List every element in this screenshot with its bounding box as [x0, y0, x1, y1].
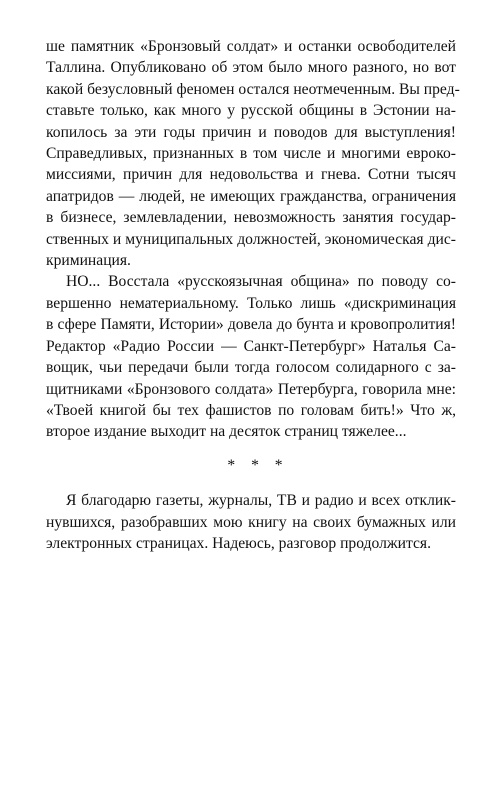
text-line: миссиями, причин для недовольства и гнева. Сотни тысяч — [46, 166, 456, 184]
text-line: в сфере Памяти, Истории» довела до бунта и кровопролития! — [46, 316, 456, 334]
text-line: Таллина. Опубликовано об этом было много разного, но вот — [46, 59, 456, 77]
text-line: ше памятник «Бронзовый солдат» и останки освободителей — [46, 38, 456, 55]
text-line: НО... Восстала «русскоязычная община» по поводу со- — [66, 273, 456, 291]
text-line: Я благодарю газеты, журналы, ТВ и радио и всех отклик- — [66, 492, 456, 510]
text-line: щитниками «Бронзового солдата» Петербурга, говорила мне: — [46, 380, 456, 398]
text-line: нувшихся, разобравших мою книгу на своих бумажных или — [46, 513, 456, 531]
text-line: Справедливых, признанных в том числе и многими еврoко- — [46, 145, 456, 163]
text-line: второе издание выходит на десяток страниц тяжелее... — [46, 423, 407, 441]
paragraph-2 — [46, 271, 456, 442]
section-separator: * * * — [227, 456, 289, 474]
text-line: вершенно нематериальному. Только лишь «дискриминация — [46, 294, 456, 312]
text-line: ственных и муниципальных должностей, экономическая дис- — [46, 230, 456, 248]
paragraph-3 — [46, 490, 456, 554]
text-line: копилось за эти годы причин и поводов для выступления! — [46, 123, 456, 141]
text-line: апатридов — людей, не имеющих гражданства, ограничения — [46, 187, 456, 205]
text-line: в бизнесе, землевладении, невозможность занятия государ- — [46, 209, 456, 227]
text-line: «Твоей книгой бы тех фашистов по головам бить!» Что ж, — [46, 401, 456, 419]
text-line: Редактор «Радио России — Санкт-Петербург» Наталья Са- — [46, 337, 456, 355]
page-text — [46, 36, 460, 554]
text-line: ставьте только, как много у русской общины в Эстонии на- — [46, 102, 456, 120]
text-line: вощик, чьи передачи были тогда голосом солидарного с за- — [46, 359, 456, 377]
paragraph-1 — [46, 36, 460, 271]
text-line: криминация. — [46, 252, 131, 270]
text-line: какой безусловный феномен остался неотмеченным. Вы пред- — [46, 80, 460, 98]
text-line: электронных страницах. Надеюсь, разговор продолжится. — [46, 534, 432, 552]
